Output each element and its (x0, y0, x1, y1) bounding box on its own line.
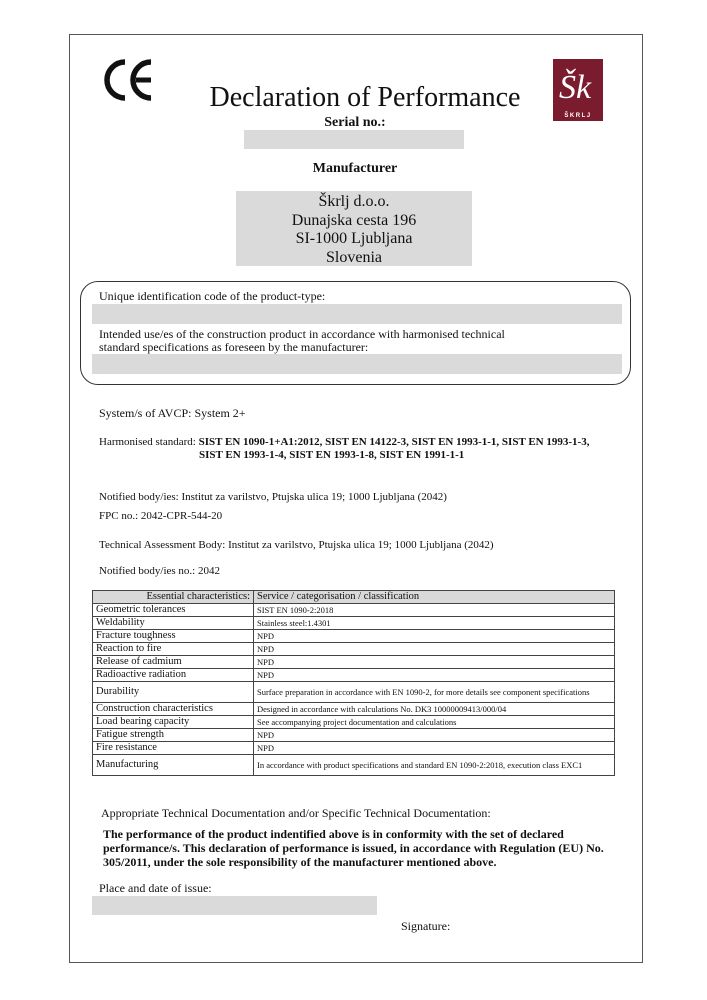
manufacturer-line: Dunajska cesta 196 (291, 211, 417, 229)
intended-use-label: Intended use/es of the construction product in accordance with harmonised technical standard specifications as foreseen by the manufacturer: (99, 327, 505, 354)
table-cell: See accompanying project documentation and calculations (254, 716, 615, 729)
harmonised-label: Harmonised standard: (99, 436, 196, 448)
serial-field[interactable] (244, 130, 464, 149)
technical-assessment-body: Technical Assessment Body: Institut za varilstvo, Ptujska ulica 19; 1000 Ljubljana (2042) (99, 539, 494, 551)
manufacturer-label: Manufacturer (312, 161, 398, 176)
table-cell: In accordance with product specifications and standard EN 1090-2:2018, execution class EXC1 (254, 755, 615, 776)
table-cell: NPD (254, 742, 615, 755)
table-cell: Manufacturing (93, 755, 254, 776)
harmonised-standards-line1: SIST EN 1090-1+A1:2012, SIST EN 14122-3, SIST EN 1993-1-1, SIST EN 1993-1-3, (198, 436, 590, 448)
table-cell: Release of cadmium (93, 656, 254, 669)
table-header-row (93, 591, 615, 604)
table-row (93, 669, 615, 682)
table-row (93, 742, 615, 755)
table-row (93, 604, 615, 617)
logo-initials: Šk (559, 69, 592, 106)
table-cell: NPD (254, 656, 615, 669)
table-header: Service / categorisation / classification (254, 591, 615, 604)
table-cell: Fracture toughness (93, 630, 254, 643)
table-cell: Fatigue strength (93, 729, 254, 742)
table-cell: NPD (254, 630, 615, 643)
table-cell: Weldability (93, 617, 254, 630)
fpc-number: FPC no.: 2042-CPR-544-20 (99, 510, 223, 522)
table-row (93, 656, 615, 669)
table-row (93, 703, 615, 716)
uic-field[interactable] (92, 304, 622, 324)
table-cell: Designed in accordance with calculations No. DK3 10000009413/000/04 (254, 703, 615, 716)
notified-body: Notified body/ies: Institut za varilstvo, Ptujska ulica 19; 1000 Ljubljana (2042) (99, 491, 447, 503)
table-row (93, 630, 615, 643)
table-row (93, 729, 615, 742)
table-cell: NPD (254, 643, 615, 656)
table-cell: Radioactive radiation (93, 669, 254, 682)
table-cell: Surface preparation in accordance with EN 1090-2, for more details see component specifications (254, 682, 615, 703)
harmonised-standard (99, 436, 589, 448)
table-cell: NPD (254, 729, 615, 742)
table-cell: NPD (254, 669, 615, 682)
notified-body-number: Notified body/ies no.: 2042 (99, 565, 220, 577)
ce-mark-icon (99, 57, 157, 103)
manufacturer-address (236, 191, 472, 266)
table-row (93, 755, 615, 776)
technical-documentation-label: Appropriate Technical Documentation and/or Specific Technical Documentation: (101, 806, 491, 820)
uic-label: Unique identification code of the product-type: (99, 289, 326, 303)
table-row (93, 643, 615, 656)
serial-label: Serial no.: (324, 115, 386, 130)
table-cell: Reaction to fire (93, 643, 254, 656)
table-row (93, 716, 615, 729)
characteristics-table (92, 590, 615, 776)
intended-use-field[interactable] (92, 354, 622, 374)
table-cell: Geometric tolerances (93, 604, 254, 617)
place-date-label: Place and date of issue: (99, 881, 212, 895)
table-cell: SIST EN 1090-2:2018 (254, 604, 615, 617)
page-title: Declaration of Performance (209, 82, 521, 113)
table-cell: Stainless steel:1.4301 (254, 617, 615, 630)
manufacturer-line: Slovenia (326, 248, 382, 266)
table-cell: Durability (93, 682, 254, 703)
harmonised-standards-line2: SIST EN 1993-1-4, SIST EN 1993-1-8, SIST EN 1991-1-1 (199, 449, 465, 461)
table-cell: Fire resistance (93, 742, 254, 755)
table-row (93, 682, 615, 703)
manufacturer-line: SI-1000 Ljubljana (295, 230, 413, 247)
table-row (93, 617, 615, 630)
table-header: Essential characteristics: (93, 591, 254, 604)
table-cell: Load bearing capacity (93, 716, 254, 729)
declaration-statement: The performance of the product indentified above is in conformity with the set of declared performance/s. This declaration of performance is issued, in accordance with Regulation (EU) No. 305/2011, under the sole responsibility of the manufacturer mentioned above. (103, 827, 604, 869)
place-date-field[interactable] (92, 896, 377, 915)
table-cell: Construction characteristics (93, 703, 254, 716)
manufacturer-line: Škrlj d.o.o. (318, 193, 390, 210)
avcp-system: System/s of AVCP: System 2+ (99, 406, 246, 420)
signature-label: Signature: (401, 919, 451, 933)
logo-name: ŠKRLJ (564, 113, 592, 119)
